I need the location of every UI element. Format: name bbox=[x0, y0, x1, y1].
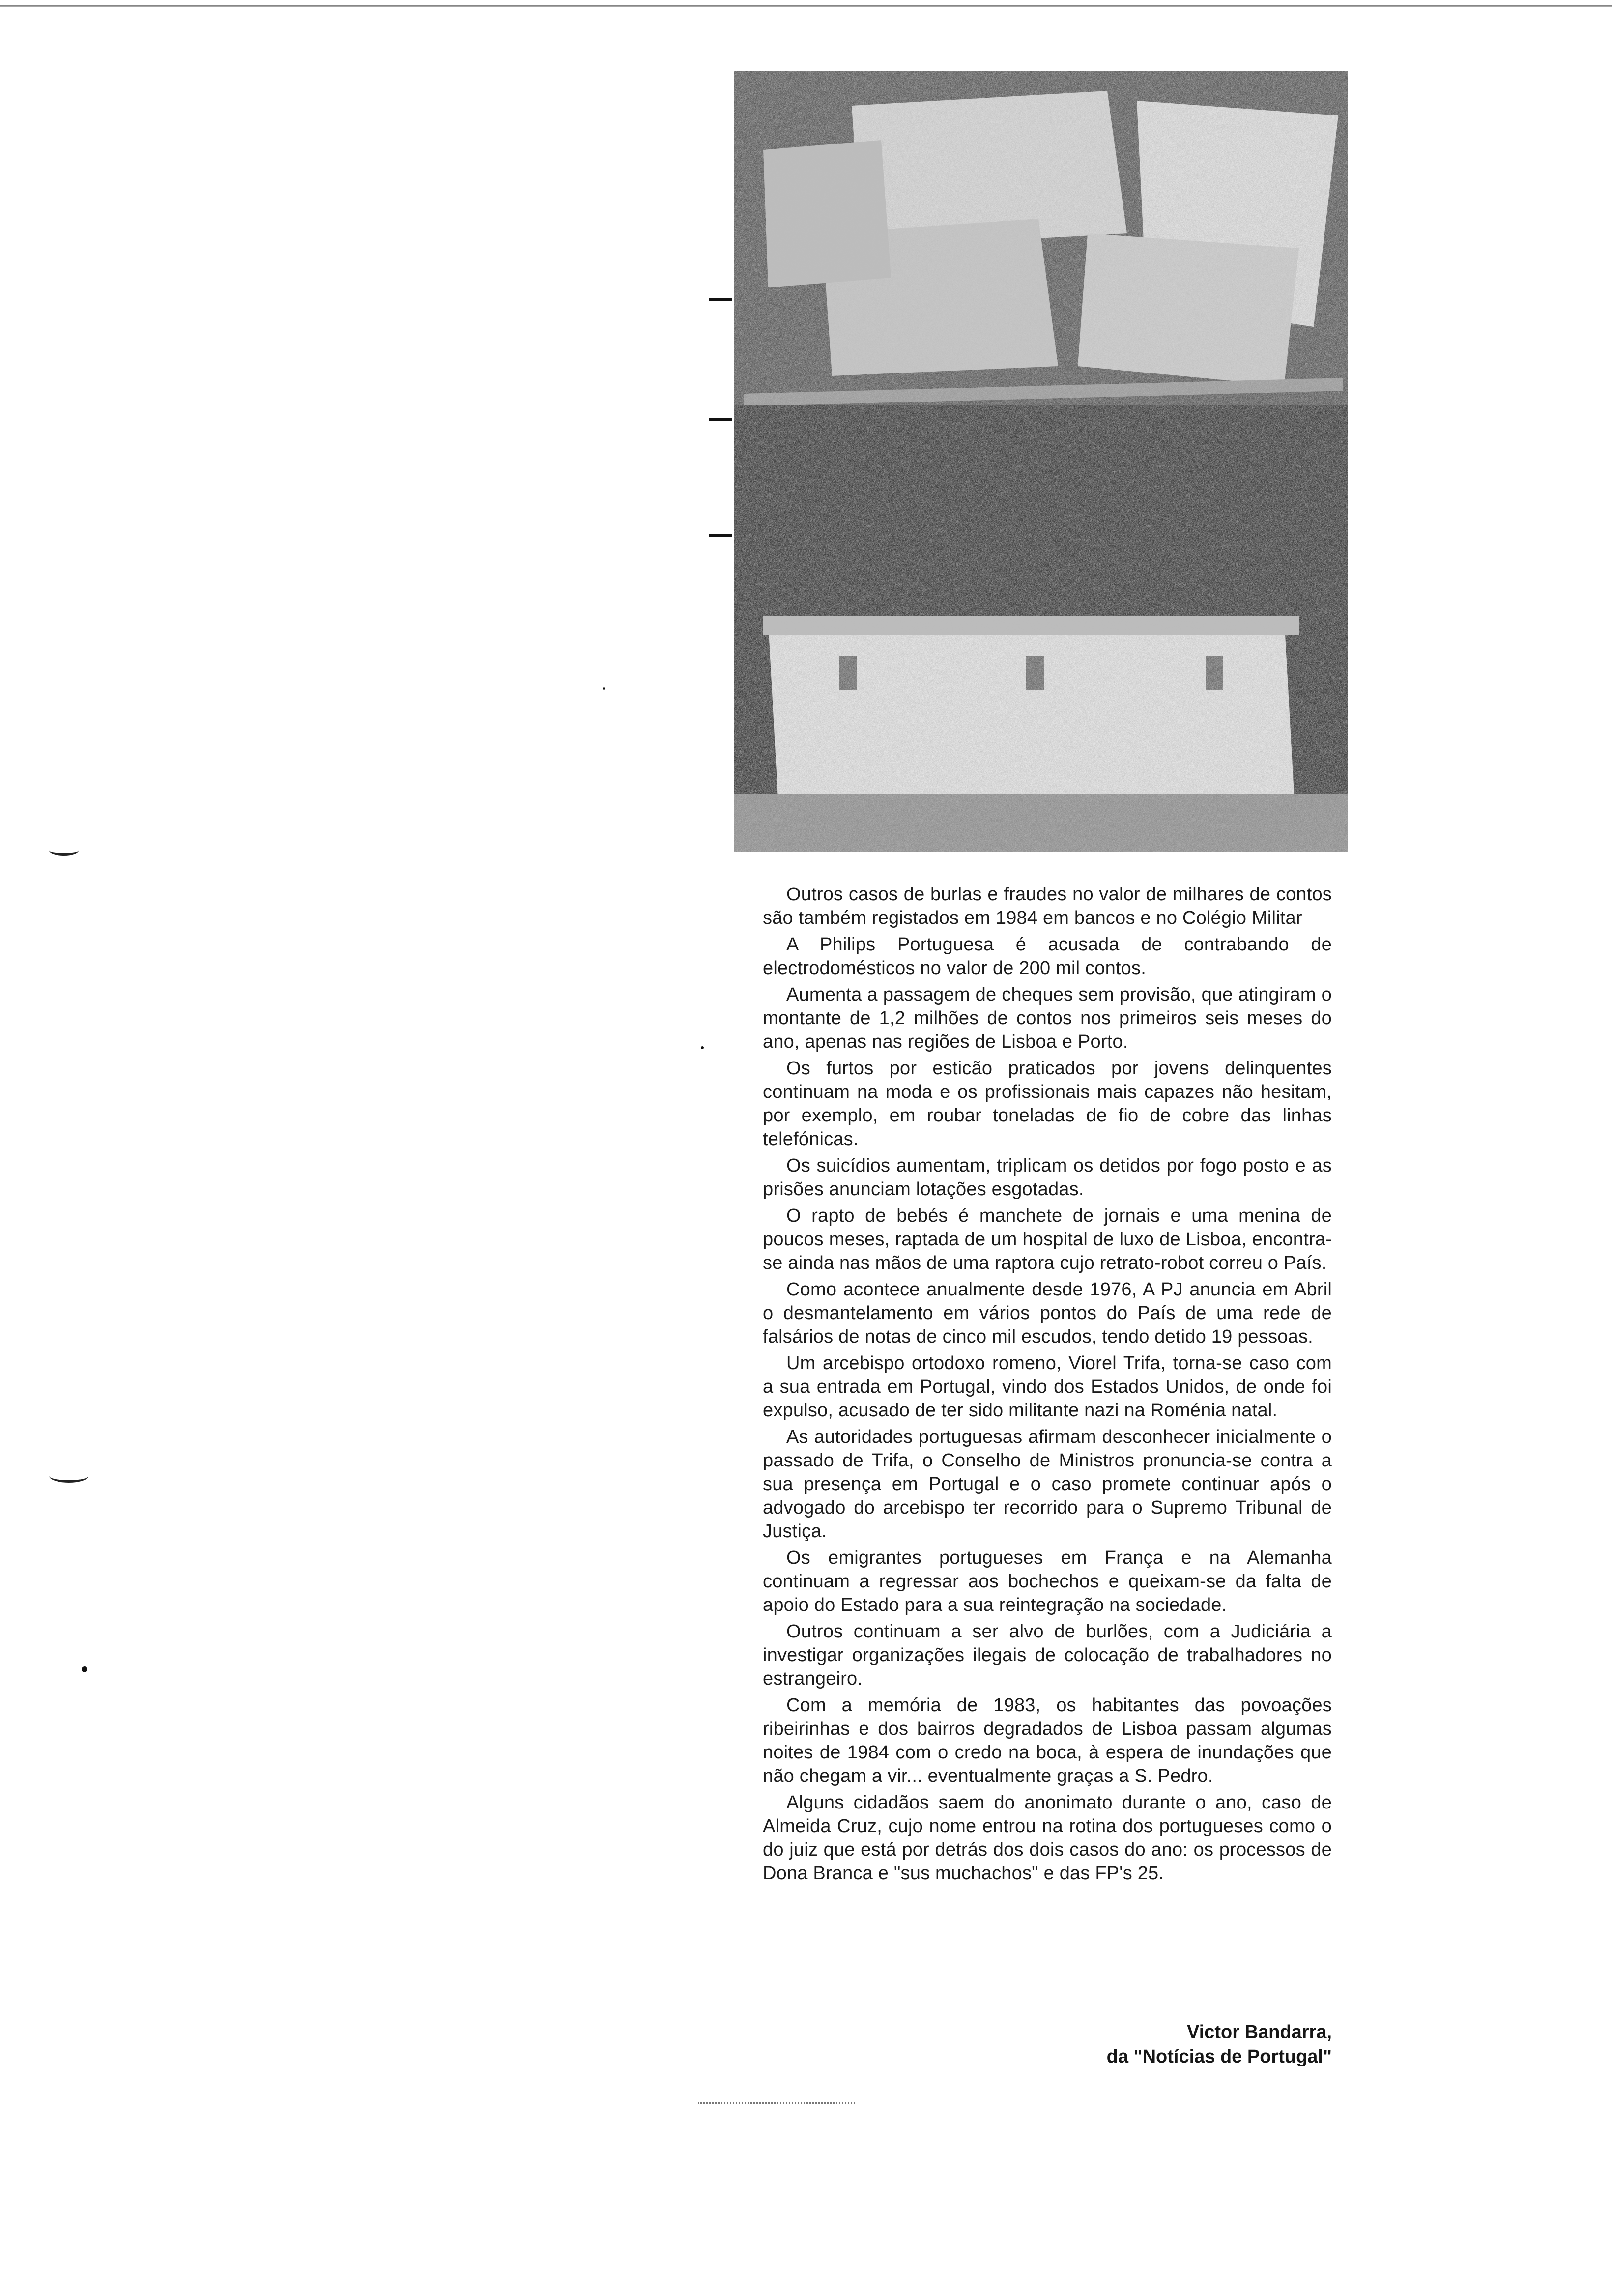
article-paragraph: Outros continuam a ser alvo de burlões, com a Judiciária a investigar organizações ilegais de colocação de trabalhadores no estrangeiro. bbox=[763, 1621, 1332, 1689]
article-photograph bbox=[734, 71, 1348, 852]
scan-dotted-line bbox=[698, 2102, 855, 2104]
article-paragraph: Os furtos por esticão praticados por jovens delinquentes continuam na moda e os profissionais mais capazes não hesitam, por exemplo, em roubar toneladas de fio de cobre das linhas telefónicas. bbox=[763, 1058, 1332, 1149]
article-paragraph: As autoridades portuguesas afirmam desconhecer inicialmente o passado de Trifa, o Conselho de Ministros pronuncia-se contra a sua presença em Portugal e o caso promete continuar após o advogado do arcebispo ter recorrido para o Supremo Tribunal de Justiça. bbox=[763, 1427, 1332, 1542]
article-paragraph: Com a memória de 1983, os habitantes das povoações ribeirinhas e dos bairros degradados de Lisboa passam algumas noites de 1984 com o credo na boca, à espera de inundações que não chegam a vir... eventualmente graças a S. Pedro. bbox=[763, 1695, 1332, 1786]
scan-speck bbox=[701, 1046, 704, 1049]
scan-artifact bbox=[49, 845, 79, 856]
scan-artifact bbox=[49, 1469, 88, 1483]
article-paragraph: Os emigrantes portugueses em França e na Alemanha continuam a regressar aos bochechos e queixam-se da falta de apoio do Estado para a sua reintegração na sociedade. bbox=[763, 1548, 1332, 1615]
article-paragraph: Os suicídios aumentam, triplicam os detidos por fogo posto e as prisões anunciam lotações esgotadas. bbox=[763, 1155, 1332, 1200]
byline bbox=[763, 2020, 1332, 2069]
article-paragraph: Como acontece anualmente desde 1976, A PJ anuncia em Abril o desmantelamento em vários pontos do País de uma rede de falsários de notas de cinco mil escudos, tendo detido 19 pessoas. bbox=[763, 1279, 1332, 1347]
byline-author: Victor Bandarra, bbox=[1187, 2022, 1332, 2042]
scan-speck bbox=[603, 687, 605, 690]
article-paragraph: Outros casos de burlas e fraudes no valor de milhares de contos são também registados em 1984 em bancos e no Colégio Militar bbox=[763, 884, 1332, 928]
article-paragraph: O rapto de bebés é manchete de jornais e uma menina de poucos meses, raptada de um hospital de luxo de Lisboa, encontra-se ainda nas mãos de uma raptora cujo retrato-robot correu o País. bbox=[763, 1205, 1332, 1273]
top-border-line bbox=[0, 5, 1612, 7]
byline-source: da "Notícias de Portugal" bbox=[1106, 2046, 1332, 2067]
scan-edge-mark bbox=[709, 418, 732, 421]
scan-speck bbox=[82, 1666, 87, 1672]
article-paragraph: A Philips Portuguesa é acusada de contrabando de electrodomésticos no valor de 200 mil contos. bbox=[763, 934, 1332, 978]
article-paragraph: Alguns cidadãos saem do anonimato durante o ano, caso de Almeida Cruz, cujo nome entrou na rotina dos portugueses como o do juiz que está por detrás dos dois casos do ano: os processos de Dona Branca e "sus muchachos" e das FP's 25. bbox=[763, 1792, 1332, 1884]
scan-edge-mark bbox=[709, 298, 732, 301]
article-body bbox=[763, 883, 1332, 1888]
scan-edge-mark bbox=[709, 534, 732, 537]
article-paragraph: Um arcebispo ortodoxo romeno, Viorel Trifa, torna-se caso com a sua entrada em Portugal, vindo dos Estados Unidos, de onde foi expulso, acusado de ter sido militante nazi na Roménia natal. bbox=[763, 1353, 1332, 1421]
photo-graphic bbox=[734, 71, 1348, 852]
article-paragraph: Aumenta a passagem de cheques sem provisão, que atingiram o montante de 1,2 milhões de contos nos primeiros seis meses do ano, apenas nas regiões de Lisboa e Porto. bbox=[763, 984, 1332, 1052]
